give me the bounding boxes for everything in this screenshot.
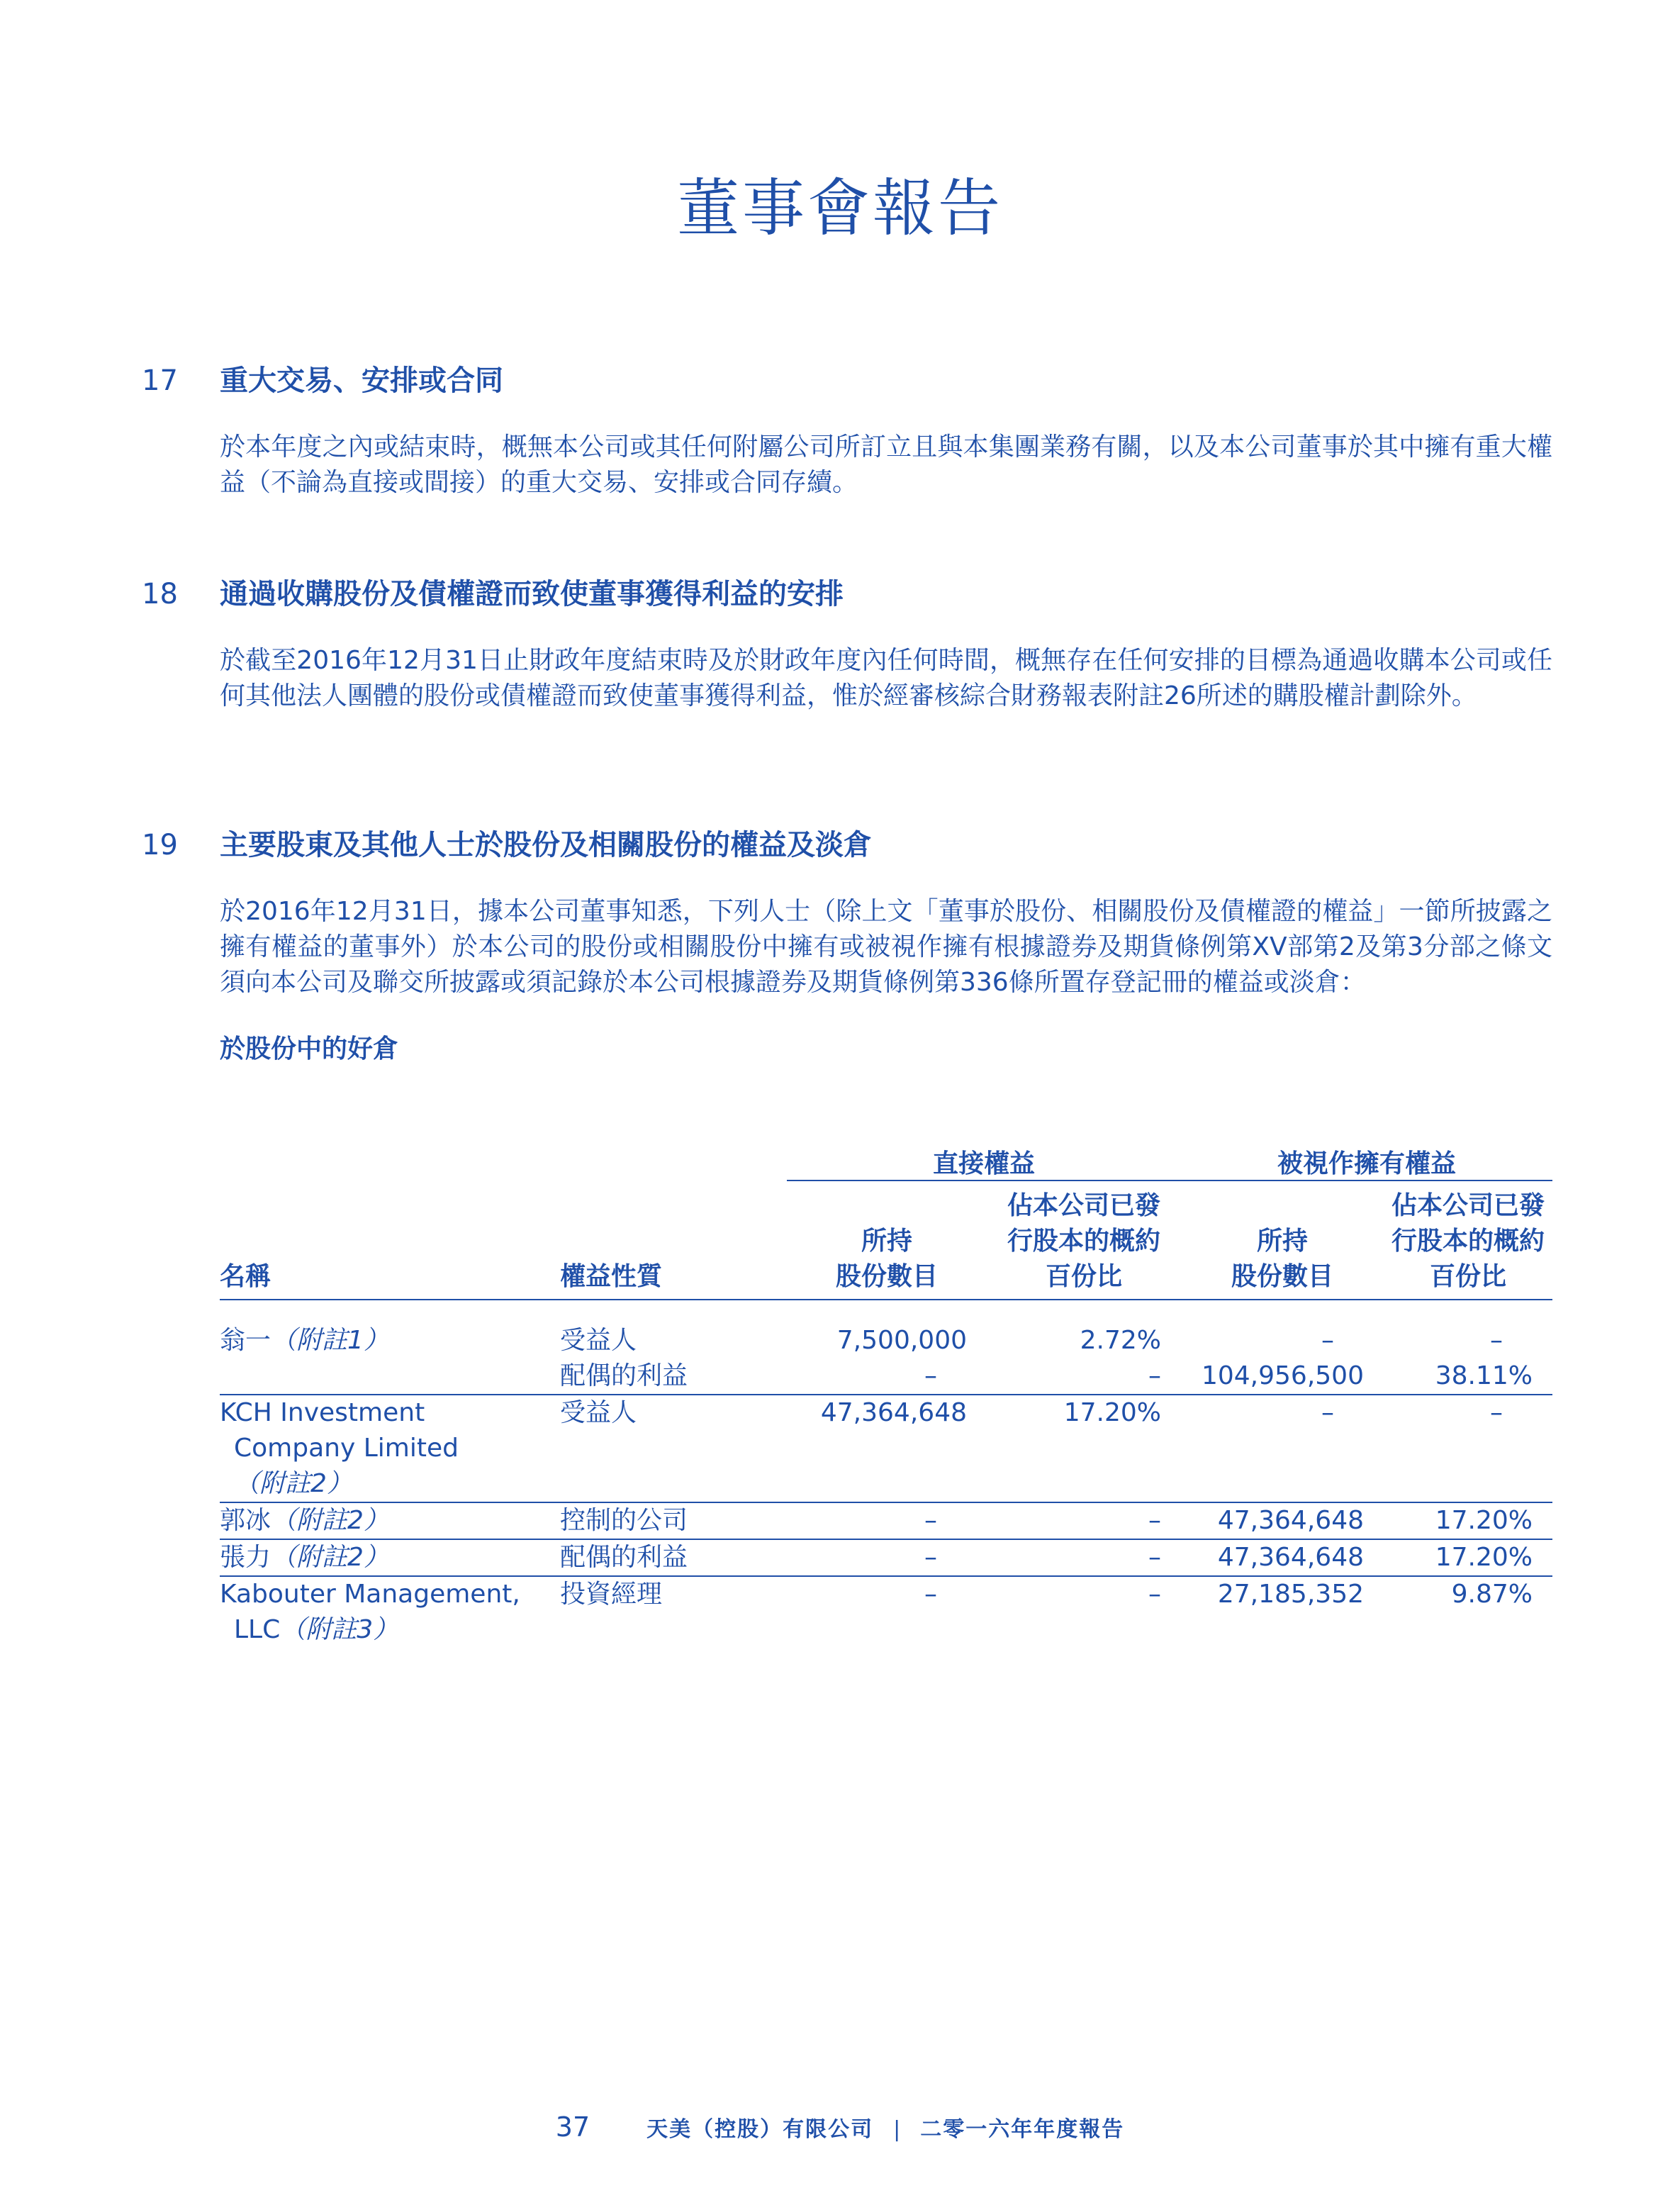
- holder-name: 郭冰（附註2）: [220, 1502, 560, 1539]
- direct-pct: –: [987, 1502, 1181, 1539]
- interest-nature: 投資經理: [560, 1576, 787, 1648]
- table-row: [220, 1358, 1552, 1395]
- section-19: [142, 822, 1552, 1065]
- section-heading: [142, 822, 1545, 863]
- direct-pct: 2.72%: [1080, 1326, 1161, 1355]
- col-deemed-pct-header: 佔本公司已發 行股本的概約 百份比: [1384, 1180, 1552, 1300]
- interest-nature: 受益人: [560, 1395, 787, 1502]
- table-row: [220, 1502, 1552, 1539]
- column-header-row: [220, 1180, 1552, 1300]
- holder-name: 翁一（附註1）: [220, 1326, 389, 1355]
- report-name: 二零一六年年度報告: [920, 2117, 1125, 2142]
- group-deemed-header: 被視作擁有權益: [1181, 1137, 1552, 1180]
- interest-nature: 控制的公司: [560, 1502, 787, 1539]
- section-title: 主要股東及其他人士於股份及相關股份的權益及淡倉: [220, 829, 872, 861]
- section-body: 於本年度之內或結束時，概無本公司或其任何附屬公司所訂立且與本集團業務有關，以及本公司董事於其中擁有重大權益（不論為直接或間接）的重大交易、安排或合同存續。: [220, 432, 1552, 497]
- footer-separator: |: [893, 2117, 901, 2142]
- interest-nature: 配偶的利益: [560, 1361, 688, 1390]
- table-row: [220, 1300, 1552, 1358]
- holder-name: 張力（附註2）: [220, 1539, 560, 1576]
- col-name-header: 名稱: [220, 1180, 560, 1300]
- company-name: 天美（控股）有限公司: [646, 2117, 874, 2142]
- group-direct-header: 直接權益: [787, 1137, 1181, 1180]
- page-title: 董事會報告: [676, 171, 1003, 245]
- deemed-shares: 27,185,352: [1181, 1576, 1384, 1648]
- table-row: [220, 1576, 1552, 1648]
- col-deemed-shares-header: 所持 股份數目: [1181, 1180, 1384, 1300]
- page-footer: [0, 2111, 1680, 2143]
- col-direct-shares-header: 所持 股份數目: [787, 1180, 987, 1300]
- table-row: [220, 1539, 1552, 1576]
- deemed-pct: –: [1384, 1395, 1552, 1502]
- deemed-shares: 104,956,500: [1201, 1361, 1364, 1390]
- subheading: 於股份中的好倉: [220, 1034, 399, 1064]
- shareholders-table: [220, 1137, 1552, 1648]
- holder-name: Kabouter Management, LLC（附註3）: [220, 1576, 560, 1648]
- deemed-pct: 17.20%: [1384, 1539, 1552, 1576]
- deemed-shares: 47,364,648: [1181, 1502, 1384, 1539]
- direct-shares: 47,364,648: [787, 1395, 987, 1502]
- section-heading: [142, 358, 1545, 398]
- holder-name: KCH Investment Company Limited （附註2）: [220, 1395, 560, 1502]
- deemed-shares: –: [1181, 1395, 1384, 1502]
- section-number: 18: [142, 578, 178, 610]
- section-body: 於2016年12月31日，據本公司董事知悉，下列人士（除上文「董事於股份、相關股份及債權證的權益」一節所披露之擁有權益的董事外）於本公司的股份或相關股份中擁有或被視作擁有根據證券及期貨條例第XV部第2及第3分部之條文須向本公司及聯交所披露或須記錄於本公司根據證券及期貨條例第336條所置存登記冊的權益或淡倉：: [220, 897, 1552, 997]
- interest-nature: 受益人: [560, 1326, 637, 1355]
- section-number: 17: [142, 364, 178, 397]
- direct-pct: –: [987, 1576, 1181, 1648]
- group-header-row: [220, 1137, 1552, 1180]
- section-heading: [142, 571, 1545, 612]
- deemed-pct: 17.20%: [1384, 1502, 1552, 1539]
- direct-shares: –: [787, 1576, 987, 1648]
- deemed-pct: 38.11%: [1435, 1361, 1533, 1390]
- section-18: [142, 571, 1552, 714]
- section-body: 於截至2016年12月31日止財政年度結束時及於財政年度內任何時間，概無存在任何安排的目標為通過收購本公司或任何其他法人團體的股份或債權證而致使董事獲得利益，惟於經審核綜合財務報表附註26所述的購股權計劃除外。: [220, 646, 1552, 710]
- direct-shares: –: [924, 1361, 937, 1390]
- direct-shares: –: [787, 1502, 987, 1539]
- holder-name: [220, 1358, 560, 1395]
- col-direct-pct-header: 佔本公司已發 行股本的概約 百份比: [987, 1180, 1181, 1300]
- deemed-pct: –: [1490, 1326, 1503, 1355]
- deemed-shares: 47,364,648: [1181, 1539, 1384, 1576]
- deemed-shares: –: [1321, 1326, 1334, 1355]
- deemed-pct: 9.87%: [1384, 1576, 1552, 1648]
- section-title: 重大交易、安排或合同: [220, 364, 503, 397]
- section-title: 通過收購股份及債權證而致使董事獲得利益的安排: [220, 578, 844, 610]
- page-number: 37: [555, 2111, 590, 2143]
- interest-nature: 配偶的利益: [560, 1539, 787, 1576]
- direct-shares: –: [787, 1539, 987, 1576]
- direct-pct: 17.20%: [987, 1395, 1181, 1502]
- table-row: [220, 1395, 1552, 1502]
- col-nature-header: 權益性質: [560, 1180, 787, 1300]
- direct-pct: –: [1148, 1361, 1161, 1390]
- section-number: 19: [142, 829, 178, 861]
- direct-pct: –: [987, 1539, 1181, 1576]
- direct-shares: 7,500,000: [836, 1326, 967, 1355]
- section-17: [142, 358, 1552, 501]
- interests-table: [220, 1137, 1552, 1648]
